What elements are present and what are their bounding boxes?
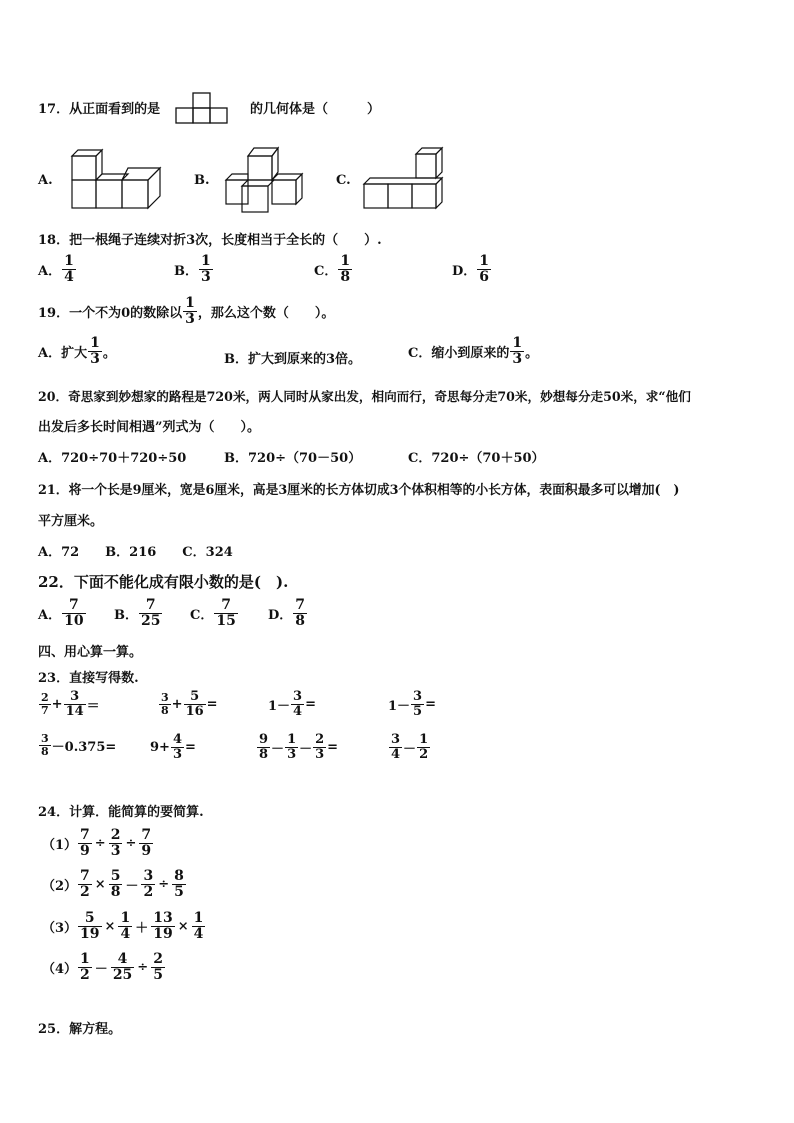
- section-4-heading: 四、用心算一算。: [38, 645, 143, 660]
- fraction: 7 8: [295, 597, 306, 629]
- fraction: 1 3: [201, 253, 211, 285]
- q19-option-a: A．扩大 1 3 。: [38, 335, 116, 367]
- q23-item-8: 3 4 － 1 2: [391, 732, 429, 762]
- q25-stem: 25．解方程。: [38, 1022, 122, 1037]
- q18-option-c: C． 1 8: [314, 253, 351, 285]
- q18-option-d: D． 1 6: [452, 253, 490, 285]
- q20-stem-line2: 出发后多长时间相遇”列式为（ ）。: [38, 420, 260, 435]
- fraction: 7 25: [141, 597, 161, 629]
- fraction: $\frac{8}{5}$: [174, 868, 184, 900]
- q17-option-b-label: B.: [194, 173, 210, 188]
- fraction: $\frac{5}{8}$: [110, 868, 121, 900]
- q17-option-c-figure: [362, 146, 446, 214]
- fraction: 1 3: [90, 335, 100, 367]
- q23-item-2: 3 8 + $\frac{5}{16}$ =: [161, 689, 218, 719]
- q24-item-1: [42, 828, 154, 858]
- q18-stem: 18．把一根绳子连续对折3次，长度相当于全长的（ ）.: [38, 233, 382, 248]
- fraction: $\frac{1}{4}$: [120, 910, 131, 942]
- q19-stem: 19．一个不为0的数除以 1 3 ，那么这个数（ ）。: [38, 295, 335, 327]
- q17-option-a-label: A.: [38, 173, 53, 188]
- q24-stem: 24．计算．能简算的要简算.: [38, 805, 204, 820]
- q19-option-b: B．扩大到原来的3倍。: [224, 352, 362, 367]
- q23-item-7: 9 8 － 1 3 － $\frac{2}{3}$ =: [259, 732, 339, 762]
- q21-stem-line1: 21．将一个长是9厘米，宽是6厘米，高是3厘米的长方体切成3个体积相等的小长方体，表面积最多可以增加( ): [38, 483, 680, 498]
- fraction: 1 6: [479, 253, 490, 285]
- fraction: 1 8: [340, 253, 351, 285]
- q21-stem-line2: 平方厘米。: [38, 514, 104, 529]
- operator: －: [125, 878, 139, 894]
- q23-stem: 23．直接写得数.: [38, 671, 139, 686]
- q22-option-b: B． 7 25: [114, 597, 161, 629]
- q24-item-3: [42, 911, 206, 941]
- operator: ÷: [137, 959, 149, 975]
- fraction: $\frac{13}{19}$: [153, 910, 173, 942]
- q23-item-6: 9+ $\frac{4}{3}$ =: [150, 732, 196, 762]
- q17-option-c-label: C.: [336, 173, 351, 188]
- fraction: $\frac{5}{19}$: [80, 910, 100, 942]
- q24-item-label: （1）: [42, 837, 78, 853]
- fraction: 1 3: [512, 335, 523, 367]
- fraction: $\frac{4}{25}$: [112, 951, 133, 983]
- fraction: 7 10: [64, 597, 84, 629]
- q24-item-label: （4）: [42, 961, 78, 977]
- operator: ÷: [94, 835, 106, 851]
- q24-item-label: （2）: [42, 878, 78, 894]
- q18-option-b: B． 1 3: [174, 253, 211, 285]
- q18-option-a: A． 1 4: [38, 253, 74, 285]
- operator: ÷: [158, 876, 170, 892]
- fraction: $\frac{2}{3}$: [110, 827, 121, 859]
- q23-item-5: 3 8 －0.375=: [41, 732, 117, 758]
- q22-option-a: A． 7 10: [38, 597, 84, 629]
- operator: ×: [94, 876, 106, 892]
- fraction: 1 2: [80, 951, 90, 983]
- q19-option-c: C．缩小到原来的 1 3 。: [408, 335, 539, 367]
- operator: ×: [177, 918, 189, 934]
- fraction: 1 4: [64, 253, 74, 285]
- q20-option-b: B．720÷（70－50）: [224, 451, 362, 466]
- operator: ＋: [135, 920, 149, 936]
- q22-option-d: D． 7 8: [268, 597, 306, 629]
- fraction: $\frac{7}{9}$: [80, 827, 90, 859]
- fraction: 7 15: [216, 597, 236, 629]
- q23-item-1: 2 7 + $\frac{3}{14}$ ＝: [41, 689, 100, 719]
- operator: ÷: [125, 835, 137, 851]
- q24-item-2: [42, 869, 187, 899]
- q20-option-c: C．720÷（70＋50）: [408, 451, 545, 466]
- q20-option-a: A．720÷70＋720÷50: [38, 451, 187, 466]
- q20-stem-line1: 20．奇思家到妙想家的路程是720米，两人同时从家出发，相向而行，奇思每分走70米，妙想每分走50米，求“他们: [38, 389, 691, 404]
- q17-option-b-figure: [224, 146, 308, 214]
- q22-option-c: C． 7 15: [190, 597, 236, 629]
- fraction: $\frac{7}{9}$: [141, 827, 152, 859]
- q17-front-view-figure: [175, 92, 231, 124]
- q24-item-4: [42, 952, 166, 982]
- q21-options: A．72 B．216 C．324: [38, 545, 233, 560]
- q17-stem-post: 的几何体是（ ）: [250, 102, 381, 117]
- fraction: $\frac{7}{2}$: [80, 868, 90, 900]
- operator: －: [94, 961, 108, 977]
- fraction: 1 3: [185, 295, 195, 327]
- fraction: $\frac{1}{4}$: [193, 910, 204, 942]
- q24-item-label: （3）: [42, 920, 78, 936]
- operator: ×: [104, 918, 116, 934]
- fraction: $\frac{3}{2}$: [143, 868, 154, 900]
- q17-option-a-figure: [68, 146, 164, 214]
- q23-item-4: 1－ $\frac{3}{5}$ =: [388, 689, 436, 719]
- fraction: $\frac{2}{5}$: [153, 951, 163, 983]
- q22-stem: 22．下面不能化成有限小数的是( ).: [38, 573, 289, 591]
- q23-item-3: 1－ $\frac{3}{4}$ =: [268, 689, 316, 719]
- q17-stem-pre: 17．从正面看到的是: [38, 102, 161, 117]
